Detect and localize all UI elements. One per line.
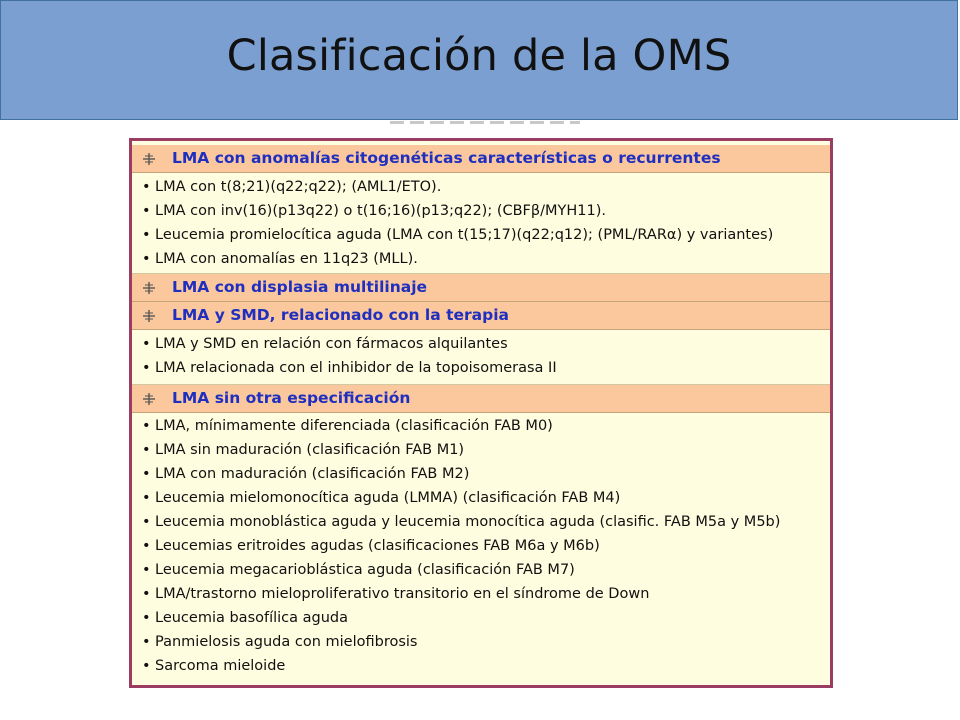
list-item: • Panmielosis aguda con mielofibrosis <box>142 634 418 650</box>
list-item: • LMA con t(8;21)(q22;q22); (AML1/ETO). <box>142 179 442 195</box>
section-title: LMA y SMD, relacionado con la terapia <box>172 306 509 324</box>
list-item: • LMA sin maduración (clasificación FAB M1) <box>142 442 465 458</box>
list-item: • LMA con inv(16)(p13q22) o t(16;16)(p13;q22); (CBFβ/MYH11). <box>142 203 607 219</box>
list-item: • Leucemias eritroides agudas (clasificaciones FAB M6a y M6b) <box>142 538 600 554</box>
expand-toggle-icon <box>142 309 156 323</box>
section-header <box>132 302 830 330</box>
list-item: • Leucemia monoblástica aguda y leucemia monocítica aguda (clasific. FAB M5a y M5b) <box>142 514 781 530</box>
list-item: • Leucemia mielomonocítica aguda (LMMA) (clasificación FAB M4) <box>142 490 621 506</box>
list-item: • LMA con anomalías en 11q23 (MLL). <box>142 251 418 267</box>
list-item: • LMA y SMD en relación con fármacos alquilantes <box>142 336 508 352</box>
expand-toggle-icon <box>142 392 156 406</box>
list-item: • Leucemia promielocítica aguda (LMA con t(15;17)(q22;q12); (PML/RARα) y variantes) <box>142 227 774 243</box>
slide-title: Clasificación de la OMS <box>226 31 732 81</box>
section-header <box>132 385 830 413</box>
cropped-heading-remnant <box>390 118 580 126</box>
section-body <box>132 173 830 274</box>
list-item: • LMA, mínimamente diferenciada (clasificación FAB M0) <box>142 418 553 434</box>
section-title: LMA sin otra especificación <box>172 389 411 407</box>
section-header <box>132 145 830 173</box>
section-body <box>132 413 830 685</box>
section-body <box>132 330 830 385</box>
expand-toggle-icon <box>142 152 156 166</box>
section-title: LMA con displasia multilinaje <box>172 278 428 296</box>
list-item: • LMA/trastorno mieloproliferativo transitorio en el síndrome de Down <box>142 586 650 602</box>
title-bar <box>0 0 958 120</box>
section-title: LMA con anomalías citogenéticas características o recurrentes <box>172 149 721 167</box>
list-item: • Sarcoma mieloide <box>142 658 286 674</box>
expand-toggle-icon <box>142 281 156 295</box>
classification-table <box>129 138 833 688</box>
list-item: • Leucemia megacarioblástica aguda (clasificación FAB M7) <box>142 562 575 578</box>
list-item: • Leucemia basofílica aguda <box>142 610 349 626</box>
list-item: • LMA relacionada con el inhibidor de la topoisomerasa II <box>142 360 557 376</box>
section-header <box>132 274 830 302</box>
list-item: • LMA con maduración (clasificación FAB M2) <box>142 466 470 482</box>
